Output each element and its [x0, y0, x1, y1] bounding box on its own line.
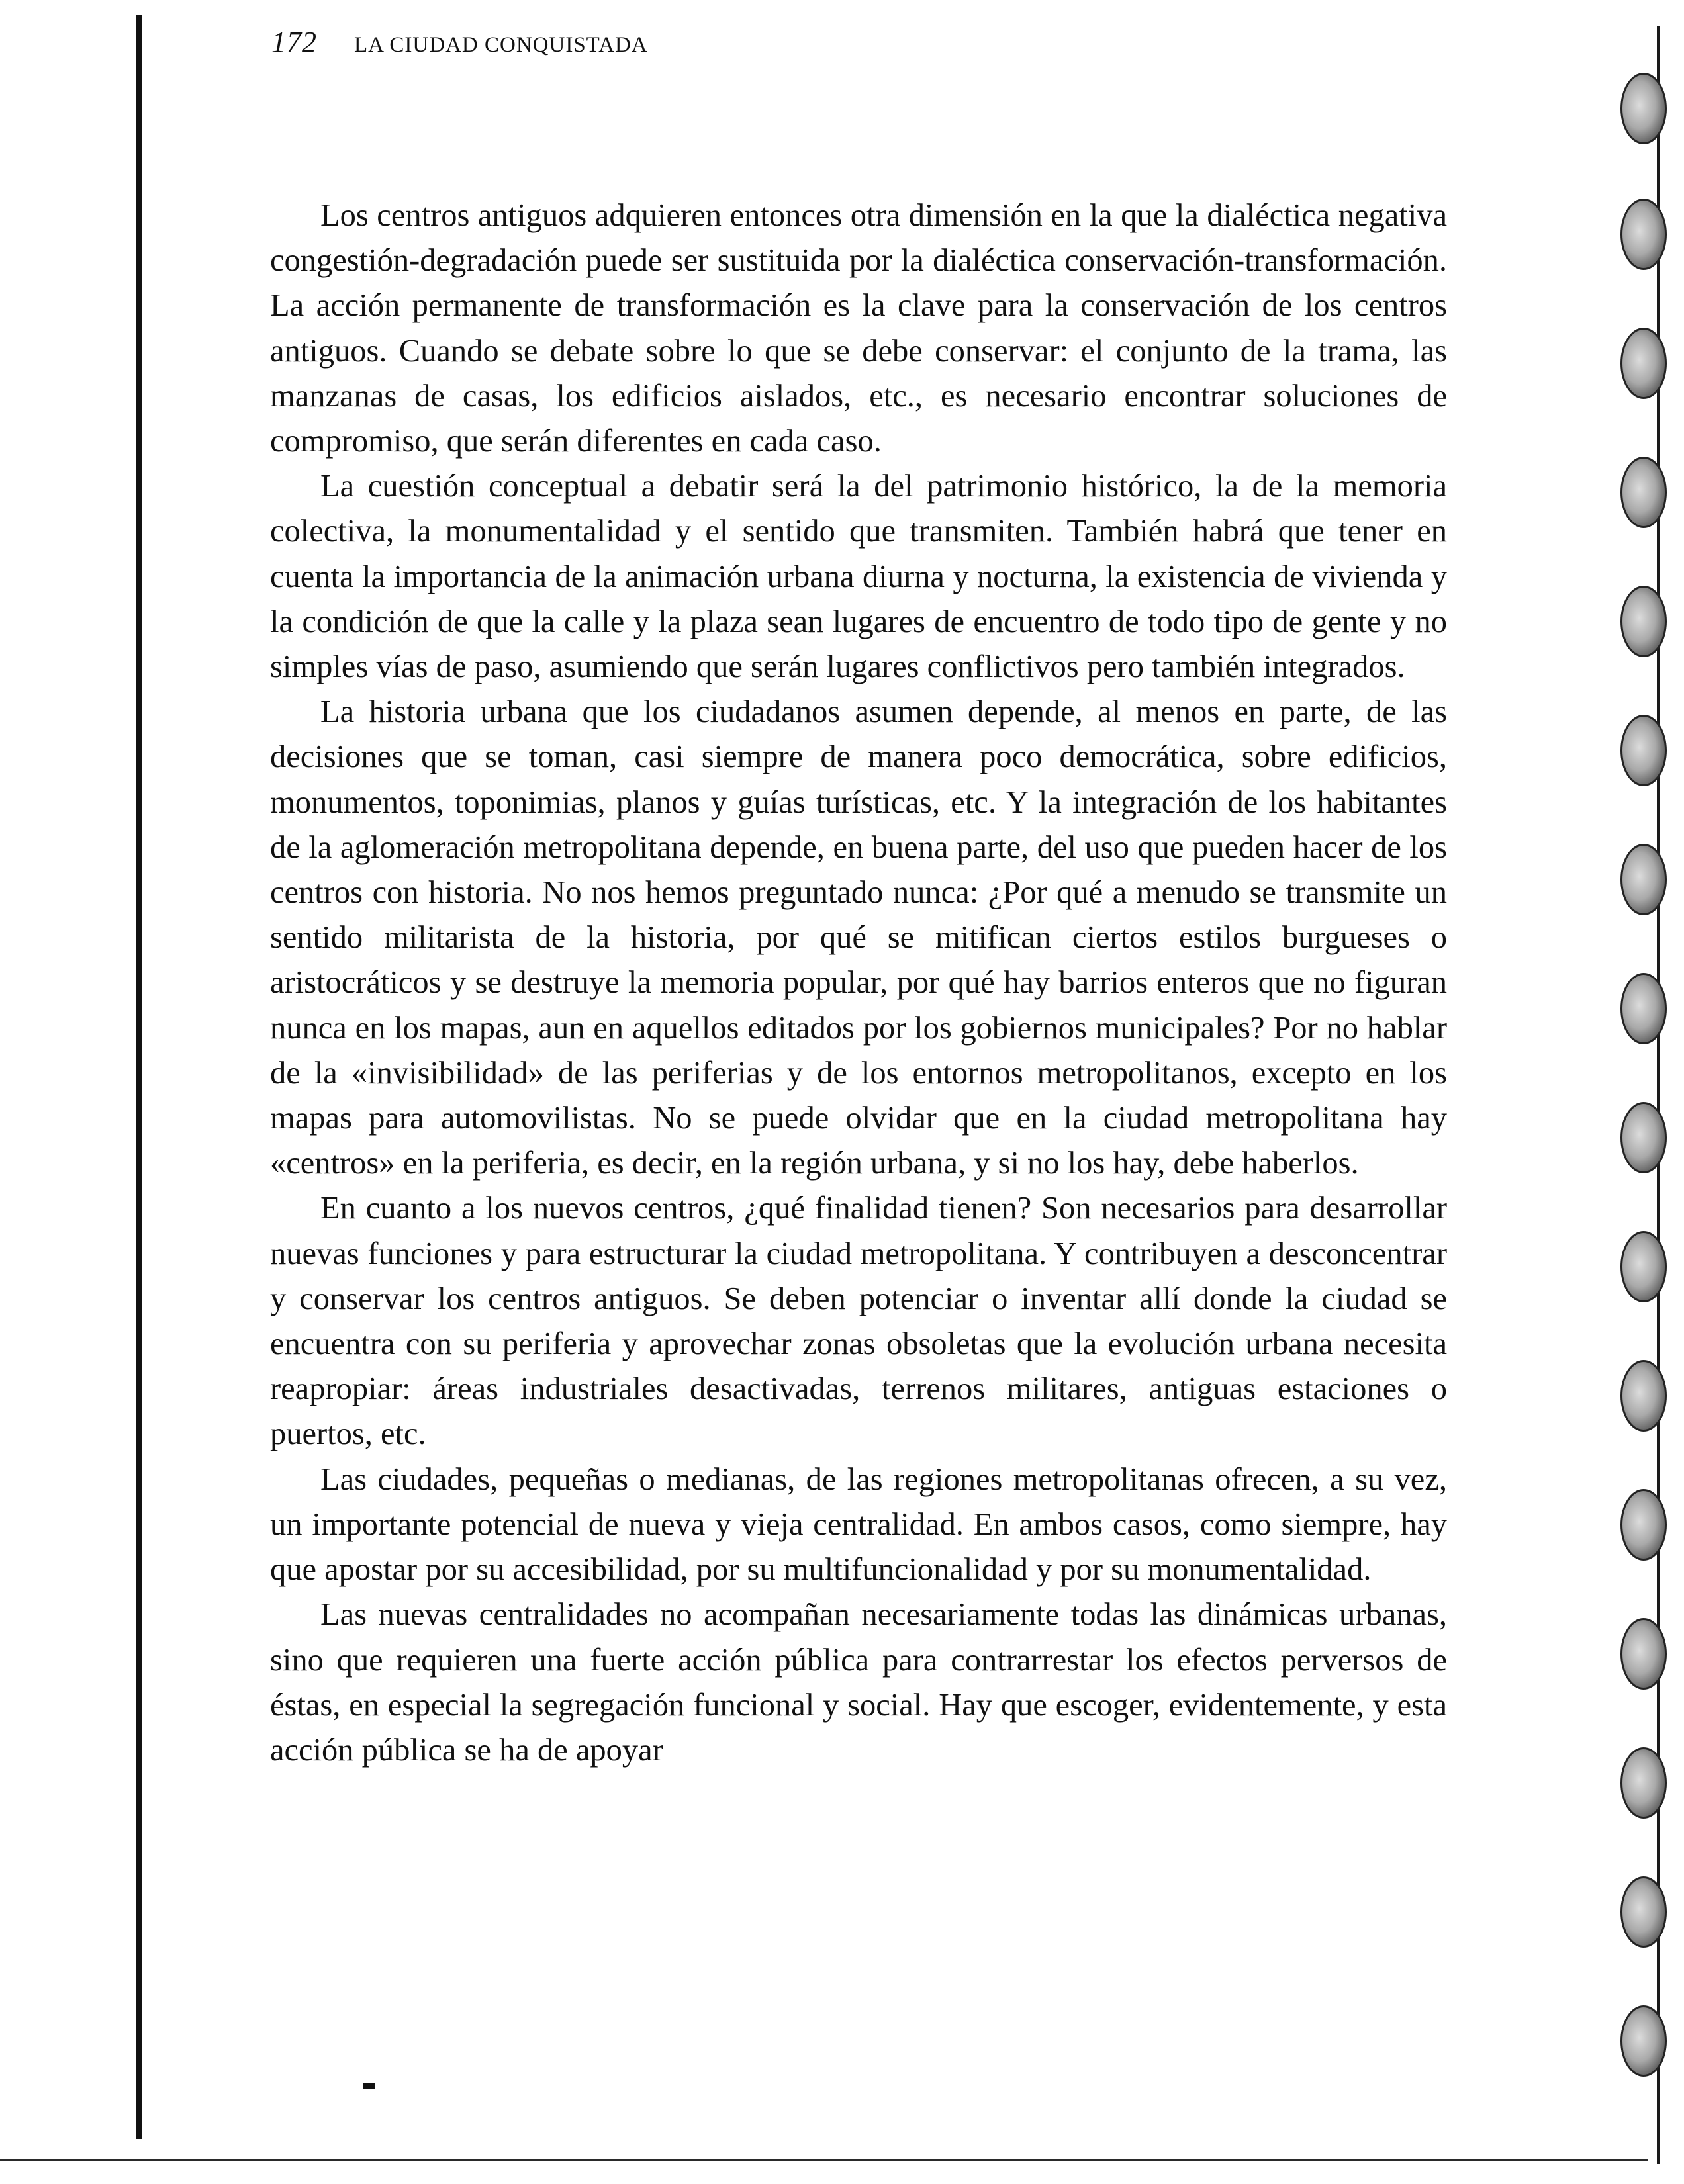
paragraph: Los centros antiguos adquieren entonces otra dimensión en la que la dialéctica negativa congestión-degradación puede ser sustituida por la dialéctica conservación-transformación. La acción permanente de transformación es la clave para la conservación de los centros antiguos. Cuando se debate sobre lo que se debe conservar: el conjunto de la trama, las manzanas de casas, los edificios aislados, etc., es necesario encontrar soluciones de compromiso, que serán diferentes en cada caso.	[270, 198, 1447, 459]
paragraph: La cuestión conceptual a debatir será la del patrimonio histórico, la de la memoria colectiva, la monumentalidad y el sentido que transmiten. También habrá que tener en cuenta la importancia de la animación urbana diurna y nocturna, la existencia de vivienda y la condición de que la calle y la plaza sean lugares de encuentro de todo tipo de gente y no simples vías de paso, asumiendo que serán lugares conflictivos pero también integrados.	[270, 469, 1447, 685]
paragraph: En cuanto a los nuevos centros, ¿qué finalidad tienen? Son necesarios para desarrollar nuevas funciones y para estructurar la ciudad metropolitana. Y contribuyen a desconcentrar y conservar los centros antiguos. Se deben potenciar o inventar allí donde la ciudad se encuentra con su periferia y aprovechar zonas obsoletas que la evolución urbana necesita reapropiar: áreas industriales desactivadas, terrenos militares, antiguas estaciones o puertos, etc.	[270, 1191, 1447, 1452]
binding-hole	[1620, 1231, 1667, 1302]
paragraph: La historia urbana que los ciudadanos asumen depende, al menos en parte, de las decisiones que se toman, casi siempre de manera poco democrática, sobre edificios, monumentos, toponimias, planos y guías turísticas, etc. Y la integración de los habitantes de la aglomeración metropolitana depende, en buena parte, del uso que pueden hacer de los centros con historia. No nos hemos preguntado nunca: ¿Por qué a menudo se transmite un sentido militarista de la historia, por qué se mitifican ciertos estilos burgueses o aristocráticos y se destruye la memoria popular, por qué hay barrios enteros que no figuran nunca en los mapas, aun en aquellos editados por los gobiernos municipales? Por no hablar de la «invisibilidad» de las periferias y de los entornos metropolitanos, excepto en los mapas para automovilistas. No se puede olvidar que en la ciudad metropolitana hay «centros» en la periferia, es decir, en la región urbana, y si no los hay, debe haberlos.	[270, 694, 1447, 1181]
page-left-rule	[136, 15, 142, 2139]
binding-hole	[1620, 328, 1667, 399]
running-head	[271, 25, 648, 65]
binding-hole	[1620, 1102, 1667, 1173]
binding-hole	[1620, 1489, 1667, 1561]
binding-hole	[1620, 1618, 1667, 1690]
binding-hole	[1620, 973, 1667, 1044]
binding-hole	[1620, 1876, 1667, 1948]
page-number: 172	[271, 26, 317, 58]
body-text	[270, 193, 1447, 1773]
binding-hole	[1620, 457, 1667, 528]
binding-hole	[1620, 1360, 1667, 1432]
stray-mark	[363, 2083, 375, 2089]
running-title: LA CIUDAD CONQUISTADA	[354, 33, 648, 57]
binding-hole	[1620, 844, 1667, 915]
binding-hole	[1620, 73, 1667, 144]
binding-hole	[1620, 586, 1667, 657]
paragraph: Las ciudades, pequeñas o medianas, de las regiones metropolitanas ofrecen, a su vez, un importante potencial de nueva y vieja centralidad. En ambos casos, como siempre, hay que apostar por su accesibilidad, por su multifuncionalidad y por su monumentalidad.	[270, 1461, 1447, 1588]
paragraph: Las nuevas centralidades no acompañan necesariamente todas las dinámicas urbanas, sino que requieren una fuerte acción pública para contrarrestar los efectos perversos de éstas, en especial la segregación funcional y social. Hay que escoger, evidentemente, y esta acción pública se ha de apoyar	[270, 1597, 1447, 1768]
binding-hole	[1620, 715, 1667, 786]
binding-hole	[1620, 2005, 1667, 2077]
binding-hole	[1620, 1747, 1667, 1819]
binding-hole	[1620, 199, 1667, 270]
page-bottom-rule	[0, 2159, 1648, 2161]
